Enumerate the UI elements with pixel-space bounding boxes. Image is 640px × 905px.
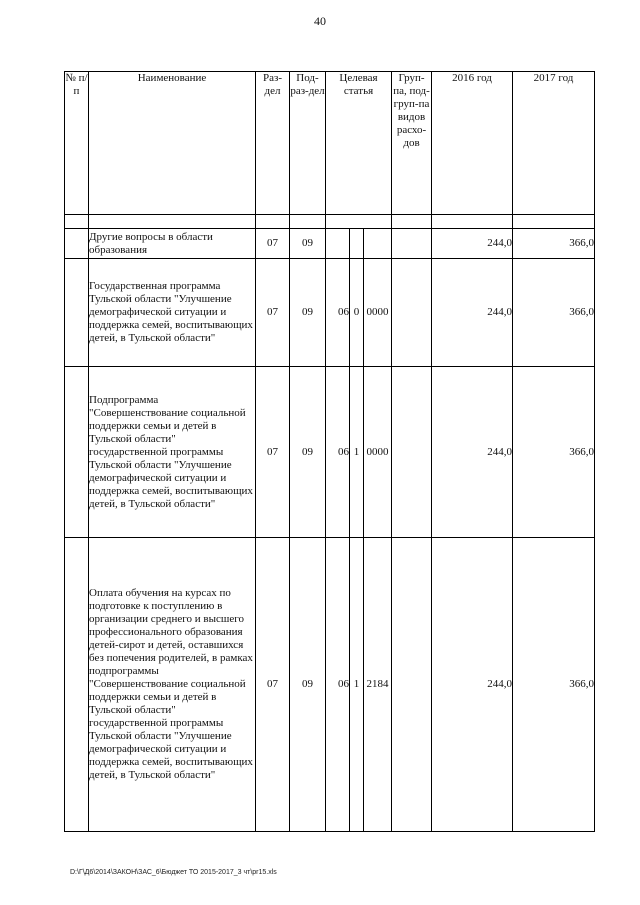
row-num-cell: [65, 367, 89, 538]
table-row: [65, 229, 595, 259]
row-group: [392, 367, 432, 538]
row-cs-program: [326, 229, 350, 259]
header-subsection: Под-раз-дел: [290, 72, 326, 215]
header-num: № п/п: [65, 72, 89, 215]
row-2016: 244,0: [432, 229, 513, 259]
file-path-footer: D:\Г\Д6\2014\ЗАКОН\ЗАС_6\Бюджет ТО 2015-2017_3 чт\pr15.xls: [70, 869, 277, 876]
row-cs-program: 06: [326, 367, 350, 538]
row-2017: 366,0: [513, 229, 595, 259]
row-cs-subprogram: [350, 229, 364, 259]
header-section: Раз-дел: [256, 72, 290, 215]
row-razdel: 07: [256, 229, 290, 259]
row-cs-subprogram: 1: [350, 538, 364, 832]
row-podrazdel: 09: [290, 259, 326, 367]
table-header-row: [65, 72, 595, 215]
row-cs-program: 06: [326, 259, 350, 367]
row-cs-program: 06: [326, 538, 350, 832]
row-name: Государственная программа Тульской области "Улучшение демографической ситуации и поддержка семей, воспитывающих детей, в Тульской области": [89, 259, 256, 367]
row-group: [392, 229, 432, 259]
budget-table-container: [64, 71, 595, 832]
row-2016: 244,0: [432, 538, 513, 832]
table-row: [65, 259, 595, 367]
table-spacer-row: [65, 215, 595, 229]
row-name: Подпрограмма "Совершенствование социальной поддержки семьи и детей в Тульской области" государственной программы Тульской области "Улучшение демографической ситуации и поддержка семей, воспитывающих детей, в Тульской области": [89, 367, 256, 538]
budget-table: [64, 71, 595, 832]
page-number: 40: [314, 14, 326, 28]
row-podrazdel: 09: [290, 367, 326, 538]
row-2016: 244,0: [432, 367, 513, 538]
table-row: [65, 538, 595, 832]
row-cs-direction: 2184: [364, 538, 392, 832]
row-num-cell: [65, 538, 89, 832]
header-2016: 2016 год: [432, 72, 513, 215]
row-razdel: 07: [256, 367, 290, 538]
row-cs-subprogram: 0: [350, 259, 364, 367]
row-2017: 366,0: [513, 538, 595, 832]
row-name: Оплата обучения на курсах по подготовке к поступлению в организации среднего и высшего профессионального образования детей-сирот и детей, оставшихся без попечения родителей, в рамках подпрограммы "Совершенствование социальной поддержки семьи и детей в Тульской области" государственной программы Тульской области "Улучшение демографической ситуации и поддержка семей, воспитывающих детей, в Тульской области": [89, 538, 256, 832]
row-cs-direction: [364, 229, 392, 259]
row-2017: 366,0: [513, 367, 595, 538]
row-cs-subprogram: 1: [350, 367, 364, 538]
row-num-cell: [65, 229, 89, 259]
header-target-article: Целевая статья: [326, 72, 392, 215]
row-podrazdel: 09: [290, 229, 326, 259]
row-2017: 366,0: [513, 259, 595, 367]
header-name: Наименование: [89, 72, 256, 215]
row-2016: 244,0: [432, 259, 513, 367]
row-name: Другие вопросы в области образования: [89, 229, 256, 259]
table-row: [65, 367, 595, 538]
row-cs-direction: 0000: [364, 367, 392, 538]
header-expense-group: Груп-па, под-груп-па видов расхо-дов: [392, 72, 432, 215]
row-razdel: 07: [256, 259, 290, 367]
row-podrazdel: 09: [290, 538, 326, 832]
row-group: [392, 538, 432, 832]
row-group: [392, 259, 432, 367]
header-2017: 2017 год: [513, 72, 595, 215]
row-cs-direction: 0000: [364, 259, 392, 367]
row-razdel: 07: [256, 538, 290, 832]
row-num-cell: [65, 259, 89, 367]
